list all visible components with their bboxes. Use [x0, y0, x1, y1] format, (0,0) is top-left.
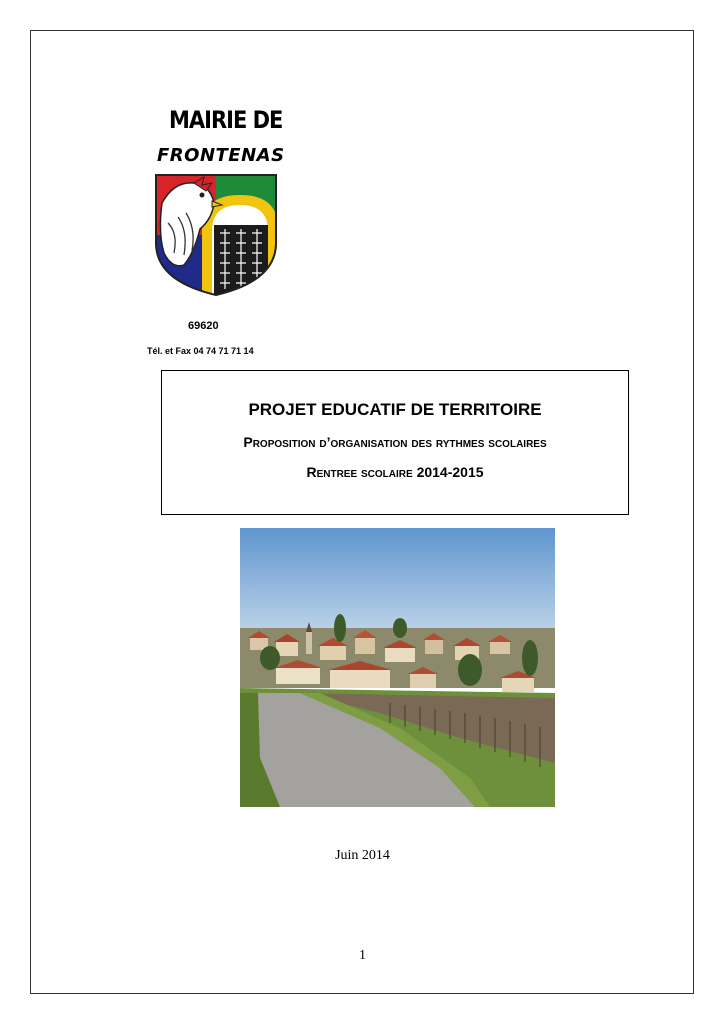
- village-photo: [240, 528, 555, 807]
- document-title: PROJET EDUCATIF DE TERRITOIRE: [248, 400, 542, 419]
- postcode: 69620: [188, 320, 219, 332]
- document-subtitle: Proposition d’organisation des rythmes scolaires: [243, 434, 547, 450]
- title-box: [161, 370, 629, 515]
- page-number: 1: [359, 948, 366, 963]
- phone-fax: Tél. et Fax 04 74 71 71 14: [147, 346, 254, 356]
- mairie-heading: MAIRIE DE: [169, 106, 283, 134]
- school-year: Rentree scolaire 2014-2015: [306, 464, 484, 480]
- town-name: FRONTENAS: [157, 145, 285, 166]
- coat-of-arms-icon: [154, 173, 278, 297]
- document-date: Juin 2014: [335, 848, 390, 863]
